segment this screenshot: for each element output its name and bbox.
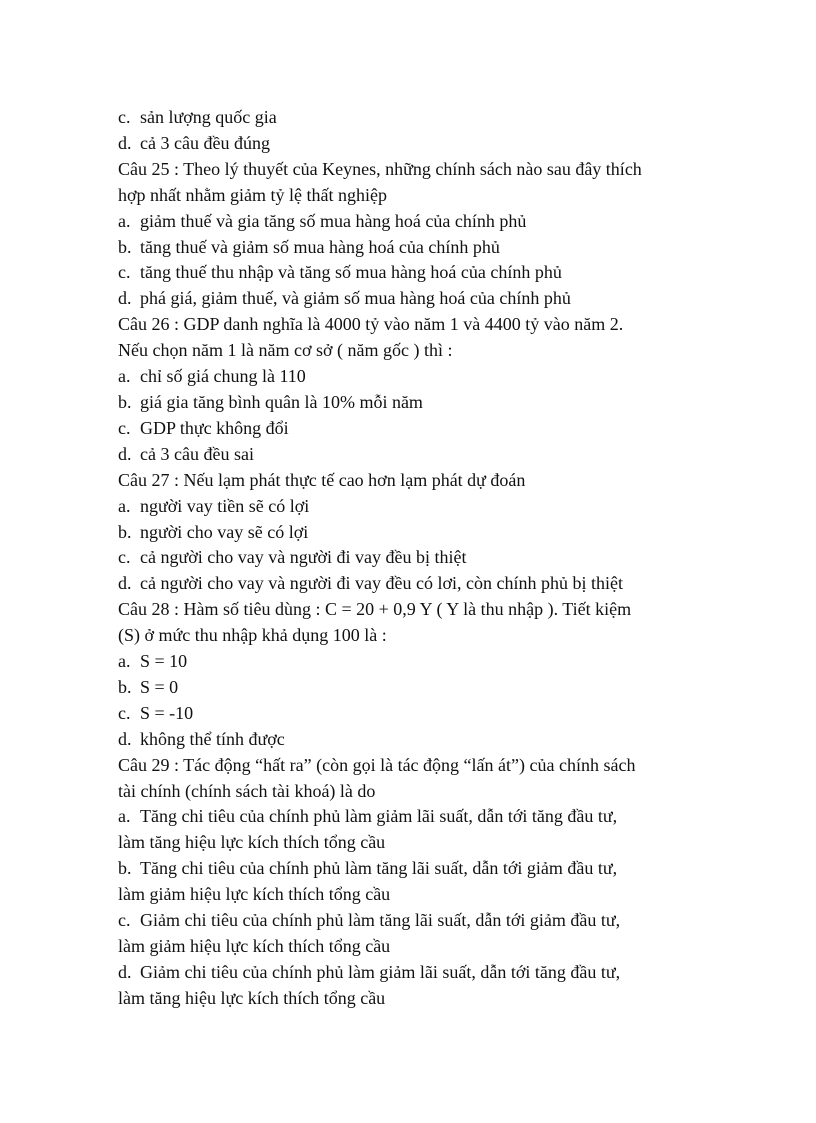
option-label: a. bbox=[118, 651, 131, 672]
question-line: Câu 28 : Hàm số tiêu dùng : C = 20 + 0,9 Y ( Y là thu nhập ). Tiết kiệm bbox=[118, 599, 632, 620]
option-text: không thể tính được bbox=[140, 728, 285, 749]
option-line bbox=[118, 494, 718, 520]
question-line: Câu 29 : Tác động “hất ra” (còn gọi là tác động “lấn át”) của chính sách bbox=[118, 754, 636, 775]
option-line bbox=[118, 131, 718, 157]
option-text: người vay tiền sẽ có lợi bbox=[140, 495, 310, 516]
question-line: Câu 25 : Theo lý thuyết của Keynes, những chính sách nào sau đây thích bbox=[118, 158, 642, 179]
option-label: c. bbox=[118, 262, 131, 283]
option-label: c. bbox=[118, 702, 131, 723]
option-text: sản lượng quốc gia bbox=[140, 107, 277, 127]
option-label: d. bbox=[118, 443, 132, 464]
option-text: giá gia tăng bình quân là 10% mỗi năm bbox=[140, 391, 423, 412]
option-line bbox=[118, 235, 718, 261]
option-line bbox=[118, 416, 718, 442]
option-text: S = 0 bbox=[140, 676, 179, 697]
option-line bbox=[118, 701, 718, 727]
question-line: Nếu chọn năm 1 là năm cơ sở ( năm gốc ) thì : bbox=[118, 340, 453, 361]
option-line bbox=[118, 960, 718, 986]
option-label: c. bbox=[118, 107, 131, 127]
option-line bbox=[118, 908, 718, 934]
option-text: GDP thực không đổi bbox=[140, 417, 289, 438]
option-text: S = -10 bbox=[140, 702, 194, 723]
option-line bbox=[118, 571, 718, 597]
option-line bbox=[118, 727, 718, 753]
option-label: d. bbox=[118, 573, 132, 594]
option-line bbox=[118, 804, 718, 830]
option-label: b. bbox=[118, 391, 132, 412]
option-label: a. bbox=[118, 495, 131, 516]
document-body bbox=[118, 105, 718, 1012]
option-text: tăng thuế và giảm số mua hàng hoá của chính phủ bbox=[140, 236, 500, 257]
option-text: phá giá, giảm thuế, và giảm số mua hàng hoá của chính phủ bbox=[140, 288, 571, 309]
option-line bbox=[118, 649, 718, 675]
option-text: tăng thuế thu nhập và tăng số mua hàng hoá của chính phủ bbox=[140, 262, 562, 283]
option-line bbox=[118, 390, 718, 416]
option-line bbox=[118, 260, 718, 286]
option-text: cả 3 câu đều sai bbox=[140, 443, 254, 464]
option-line bbox=[118, 545, 718, 571]
option-label: b. bbox=[118, 676, 132, 697]
question-line: Câu 27 : Nếu lạm phát thực tế cao hơn lạm phát dự đoán bbox=[118, 469, 526, 490]
option-text: Giảm chi tiêu của chính phủ làm tăng lãi suất, dẫn tới giảm đầu tư, bbox=[140, 910, 621, 931]
continuation-line: làm tăng hiệu lực kích thích tổng cầu bbox=[118, 832, 386, 853]
option-line bbox=[118, 364, 718, 390]
option-text: Giảm chi tiêu của chính phủ làm giảm lãi suất, dẫn tới tăng đầu tư, bbox=[140, 961, 621, 982]
option-text: người cho vay sẽ có lợi bbox=[140, 521, 309, 542]
option-label: b. bbox=[118, 236, 132, 257]
option-text: Tăng chi tiêu của chính phủ làm tăng lãi suất, dẫn tới giảm đầu tư, bbox=[140, 858, 618, 879]
option-label: b. bbox=[118, 521, 132, 542]
option-label: b. bbox=[118, 858, 132, 879]
question-line: tài chính (chính sách tài khoá) là do bbox=[118, 780, 376, 801]
question-line: (S) ở mức thu nhập khả dụng 100 là : bbox=[118, 625, 387, 646]
option-label: d. bbox=[118, 961, 132, 982]
option-label: a. bbox=[118, 806, 131, 827]
option-text: S = 10 bbox=[140, 651, 188, 672]
option-line bbox=[118, 105, 718, 131]
option-text: cả người cho vay và người đi vay đều có lơi, còn chính phủ bị thiệt bbox=[140, 573, 623, 594]
option-label: d. bbox=[118, 132, 132, 153]
option-label: d. bbox=[118, 728, 132, 749]
option-label: d. bbox=[118, 288, 132, 309]
option-line bbox=[118, 675, 718, 701]
option-text: Tăng chi tiêu của chính phủ làm giảm lãi suất, dẫn tới tăng đầu tư, bbox=[140, 806, 618, 827]
option-line bbox=[118, 442, 718, 468]
option-text: giảm thuế và gia tăng số mua hàng hoá của chính phủ bbox=[140, 210, 527, 231]
option-text: cả 3 câu đều đúng bbox=[140, 132, 270, 153]
continuation-line: làm giảm hiệu lực kích thích tổng cầu bbox=[118, 936, 391, 956]
option-label: a. bbox=[118, 210, 131, 231]
question-line: hợp nhất nhằm giảm tỷ lệ thất nghiệp bbox=[118, 184, 387, 205]
option-label: c. bbox=[118, 417, 131, 438]
option-line bbox=[118, 520, 718, 546]
option-label: a. bbox=[118, 366, 131, 387]
option-line bbox=[118, 856, 718, 882]
option-label: c. bbox=[118, 910, 131, 931]
continuation-line: làm giảm hiệu lực kích thích tổng cầu bbox=[118, 884, 391, 905]
option-text: cả người cho vay và người đi vay đều bị thiệt bbox=[140, 547, 467, 568]
question-line: Câu 26 : GDP danh nghĩa là 4000 tỷ vào năm 1 và 4400 tỷ vào năm 2. bbox=[118, 314, 624, 335]
option-line bbox=[118, 286, 718, 312]
option-line bbox=[118, 209, 718, 235]
option-label: c. bbox=[118, 547, 131, 568]
continuation-line: làm tăng hiệu lực kích thích tổng cầu bbox=[118, 987, 386, 1008]
option-text: chỉ số giá chung là 110 bbox=[140, 366, 306, 387]
